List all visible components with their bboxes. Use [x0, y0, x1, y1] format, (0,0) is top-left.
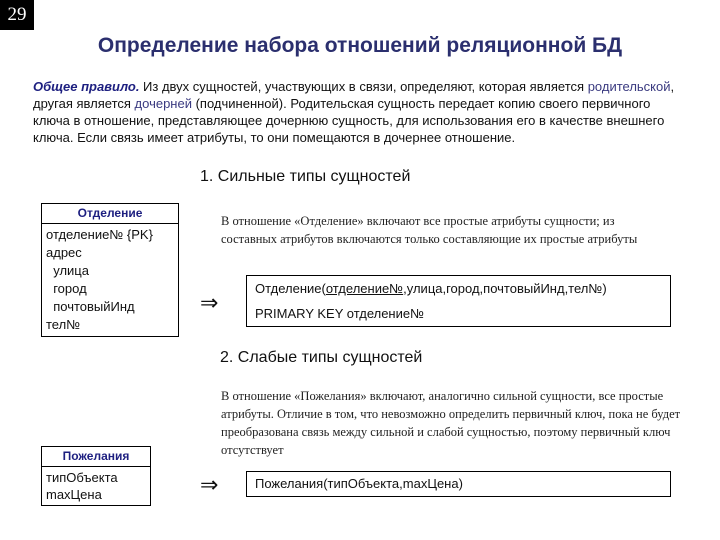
rule-parent: родительской [587, 79, 671, 94]
attr: адрес [46, 245, 82, 260]
entity-name: Отделение [42, 204, 178, 224]
primary-key-line: PRIMARY KEY отделение№ [255, 306, 425, 321]
rule-text: (подчиненной). Родительская сущность передает копию своего первичного ключа в отношение, представляющее дочернюю сущность, для использования его в качестве внешнего ключа. Если связь имеет атрибуты, то они помещаются в дочернее отношение. [33, 96, 665, 145]
general-rule [33, 78, 688, 146]
entity-otdelenie [41, 203, 179, 337]
rule-text: Из двух сущностей, участвующих в связи, определяют, которая является [139, 79, 588, 94]
weak-description: В отношение «Пожелания» включают, аналогично сильной сущности, все простые атрибуты. Отличие в том, что невозможно определить первичный ключ, пока не будет преобразована связь между сильной и слабой сущностью, поэтому первичный ключ отсутствует [221, 389, 681, 457]
relation-box: Пожелания(типОбъекта,maxЦена) [246, 471, 671, 497]
attr: отделение№ {PK} [46, 227, 153, 242]
arrow-icon: ⇒ [200, 472, 219, 497]
strong-description: В отношение «Отделение» включают все простые атрибуты сущности; из составных атрибутов включаются только составляющие их простые атрибуты [221, 214, 638, 246]
attr: типОбъекта [46, 470, 118, 485]
attr: тел№ [46, 317, 81, 332]
weak-heading: 2. Слабые типы сущностей [220, 349, 423, 366]
relation-box [246, 275, 671, 327]
rule-child: дочерней [134, 96, 192, 111]
strong-heading: 1. Сильные типы сущностей [200, 168, 411, 185]
arrow-icon: ⇒ [200, 290, 219, 315]
relation-text: ,улица,город,почтовыйИнд,тел№) [403, 281, 607, 296]
attr: почтовыйИнд [46, 299, 135, 314]
entity-pozhelaniya [41, 446, 151, 506]
entity-name: Пожелания [42, 447, 150, 467]
slide-number: 29 [0, 0, 34, 30]
rule-label: Общее правило. [33, 79, 140, 94]
attr: город [46, 281, 87, 296]
rule-text: , другая является [33, 79, 675, 111]
relation-text: Отделение( [255, 281, 326, 296]
attr: улица [46, 263, 89, 278]
attr: maxЦена [46, 487, 102, 502]
primary-key-underlined: отделение№ [325, 281, 404, 296]
slide-title: Определение набора отношений реляционной БД [97, 34, 623, 57]
